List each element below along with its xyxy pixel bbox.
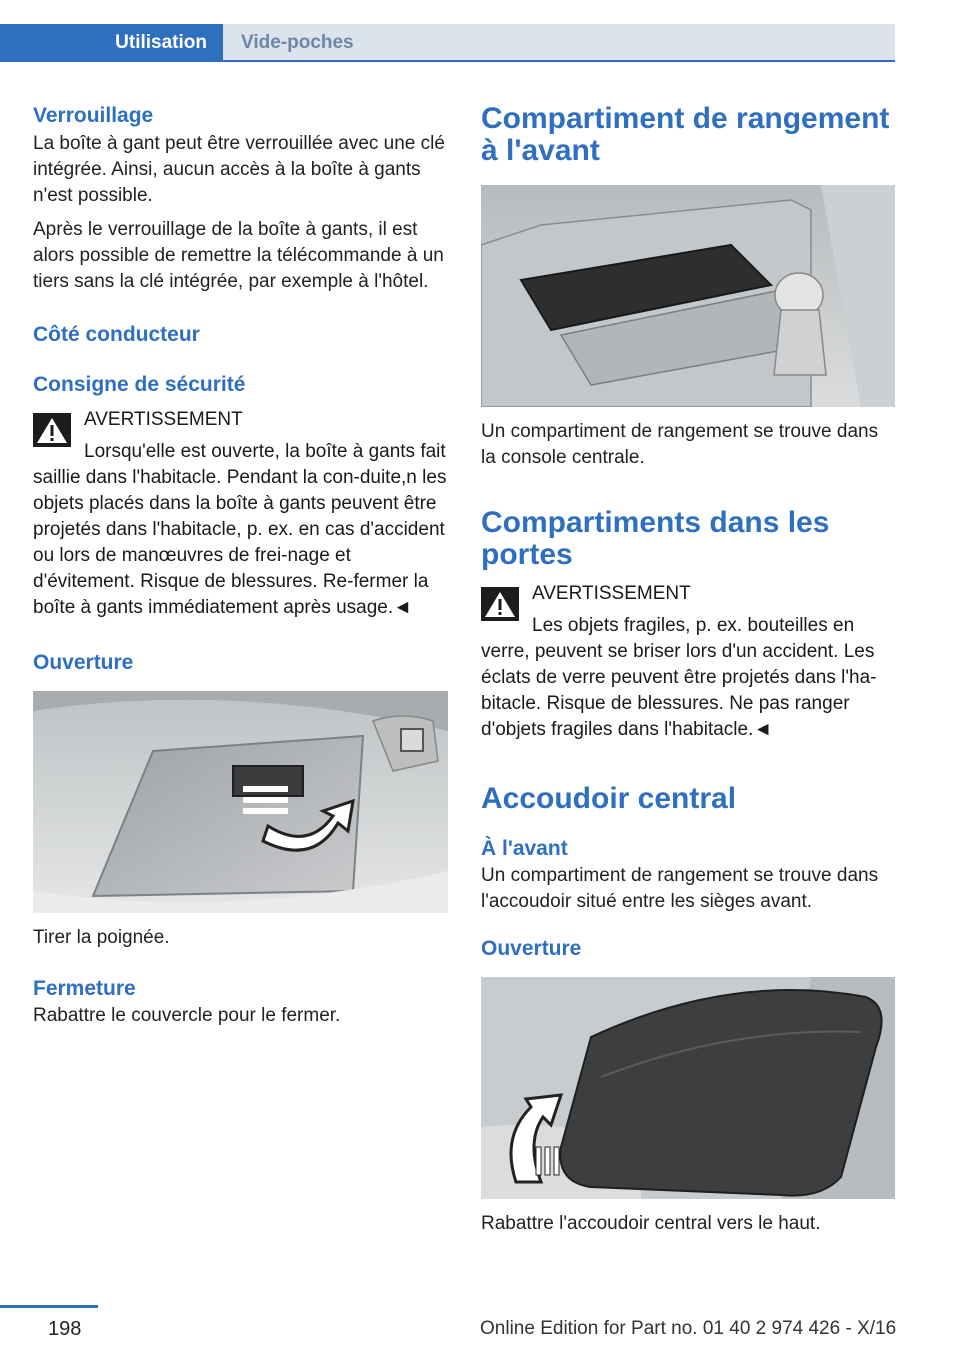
accoudoir-caption: Rabattre l'accoudoir central vers le haut. [481, 1213, 821, 1234]
warning-triangle-icon [481, 587, 519, 621]
ouverture-heading: Ouverture [33, 651, 134, 674]
right-column [481, 100, 895, 1237]
tab-vide-poches[interactable]: Vide-poches [223, 24, 895, 62]
verrouillage-heading: Verrouillage [33, 104, 154, 127]
warning-body: Lorsqu'elle est ouverte, la boîte à gants fait saillie dans l'habitacle. Pendant la con‐duite,n les objets placés dans la boîte à gants peuvent être projetés dans l'habitacle, p. ex. en cas d'accident ou lors de manœuvres de frei‐nage et d'évitement. Risque de blessures. Re‐fermer la boîte à gants immédiatement après usage.◄ [33, 441, 447, 618]
fermeture-paragraph: Rabattre le couvercle pour le fermer. [33, 1005, 341, 1026]
consigne-securite-heading: Consigne de sécurité [33, 373, 246, 396]
ouverture-caption: Tirer la poignée. [33, 927, 170, 948]
verrouillage-paragraph-1: La boîte à gant peut être verrouillée avec une clé intégrée. Ainsi, aucun accès à la boîte à gants n'est possible. [33, 133, 445, 206]
cote-conducteur-heading: Côté conducteur [33, 323, 200, 346]
warning-title: AVERTISSEMENT [532, 583, 691, 604]
page-header [0, 24, 895, 62]
footer-divider [0, 1305, 98, 1308]
warning-body: Les objets fragiles, p. ex. bouteilles en verre, peuvent se briser lors d'un accident. Les éclats de verre peuvent être projetés dans l'ha‐bitacle. Risque de blessures. Ne pas ranger d'objets fragiles dans l'habitacle.◄ [481, 615, 877, 740]
a-lavant-paragraph: Un compartiment de rangement se trouve dans l'accoudoir situé entre les sièges avant. [481, 865, 879, 912]
fermeture-heading: Fermeture [33, 977, 136, 1000]
tab-utilisation[interactable]: Utilisation [0, 24, 223, 62]
warning-title: AVERTISSEMENT [84, 409, 243, 430]
verrouillage-paragraph-2: Après le verrouillage de la boîte à gants, il est alors possible de remettre la télécommande à un tiers sans la clé intégrée, par exemple à l'hôtel. [33, 219, 444, 292]
ouverture-accoudoir-heading: Ouverture [481, 937, 582, 960]
warning-triangle-icon [33, 413, 71, 447]
accoudoir-central-heading: Accoudoir central [481, 782, 737, 815]
a-lavant-heading: À l'avant [481, 837, 568, 860]
warning-glovebox [33, 407, 448, 621]
edition-footer: Online Edition for Part no. 01 40 2 974 426 - X/16 [480, 1318, 897, 1339]
compartiment-avant-heading: Compartiment de rangement à l'avant [481, 102, 890, 167]
armrest-image [481, 977, 895, 1199]
glovebox-image [33, 691, 448, 913]
warning-fragile-objects [481, 581, 895, 743]
console-compartment-image [481, 185, 895, 407]
left-column [33, 100, 448, 1029]
header-divider [223, 60, 895, 62]
page-number: 198 [48, 1318, 82, 1340]
compartiment-avant-caption: Un compartiment de rangement se trouve dans la console centrale. [481, 421, 879, 468]
compartiments-portes-heading: Compartiments dans les portes [481, 506, 830, 571]
